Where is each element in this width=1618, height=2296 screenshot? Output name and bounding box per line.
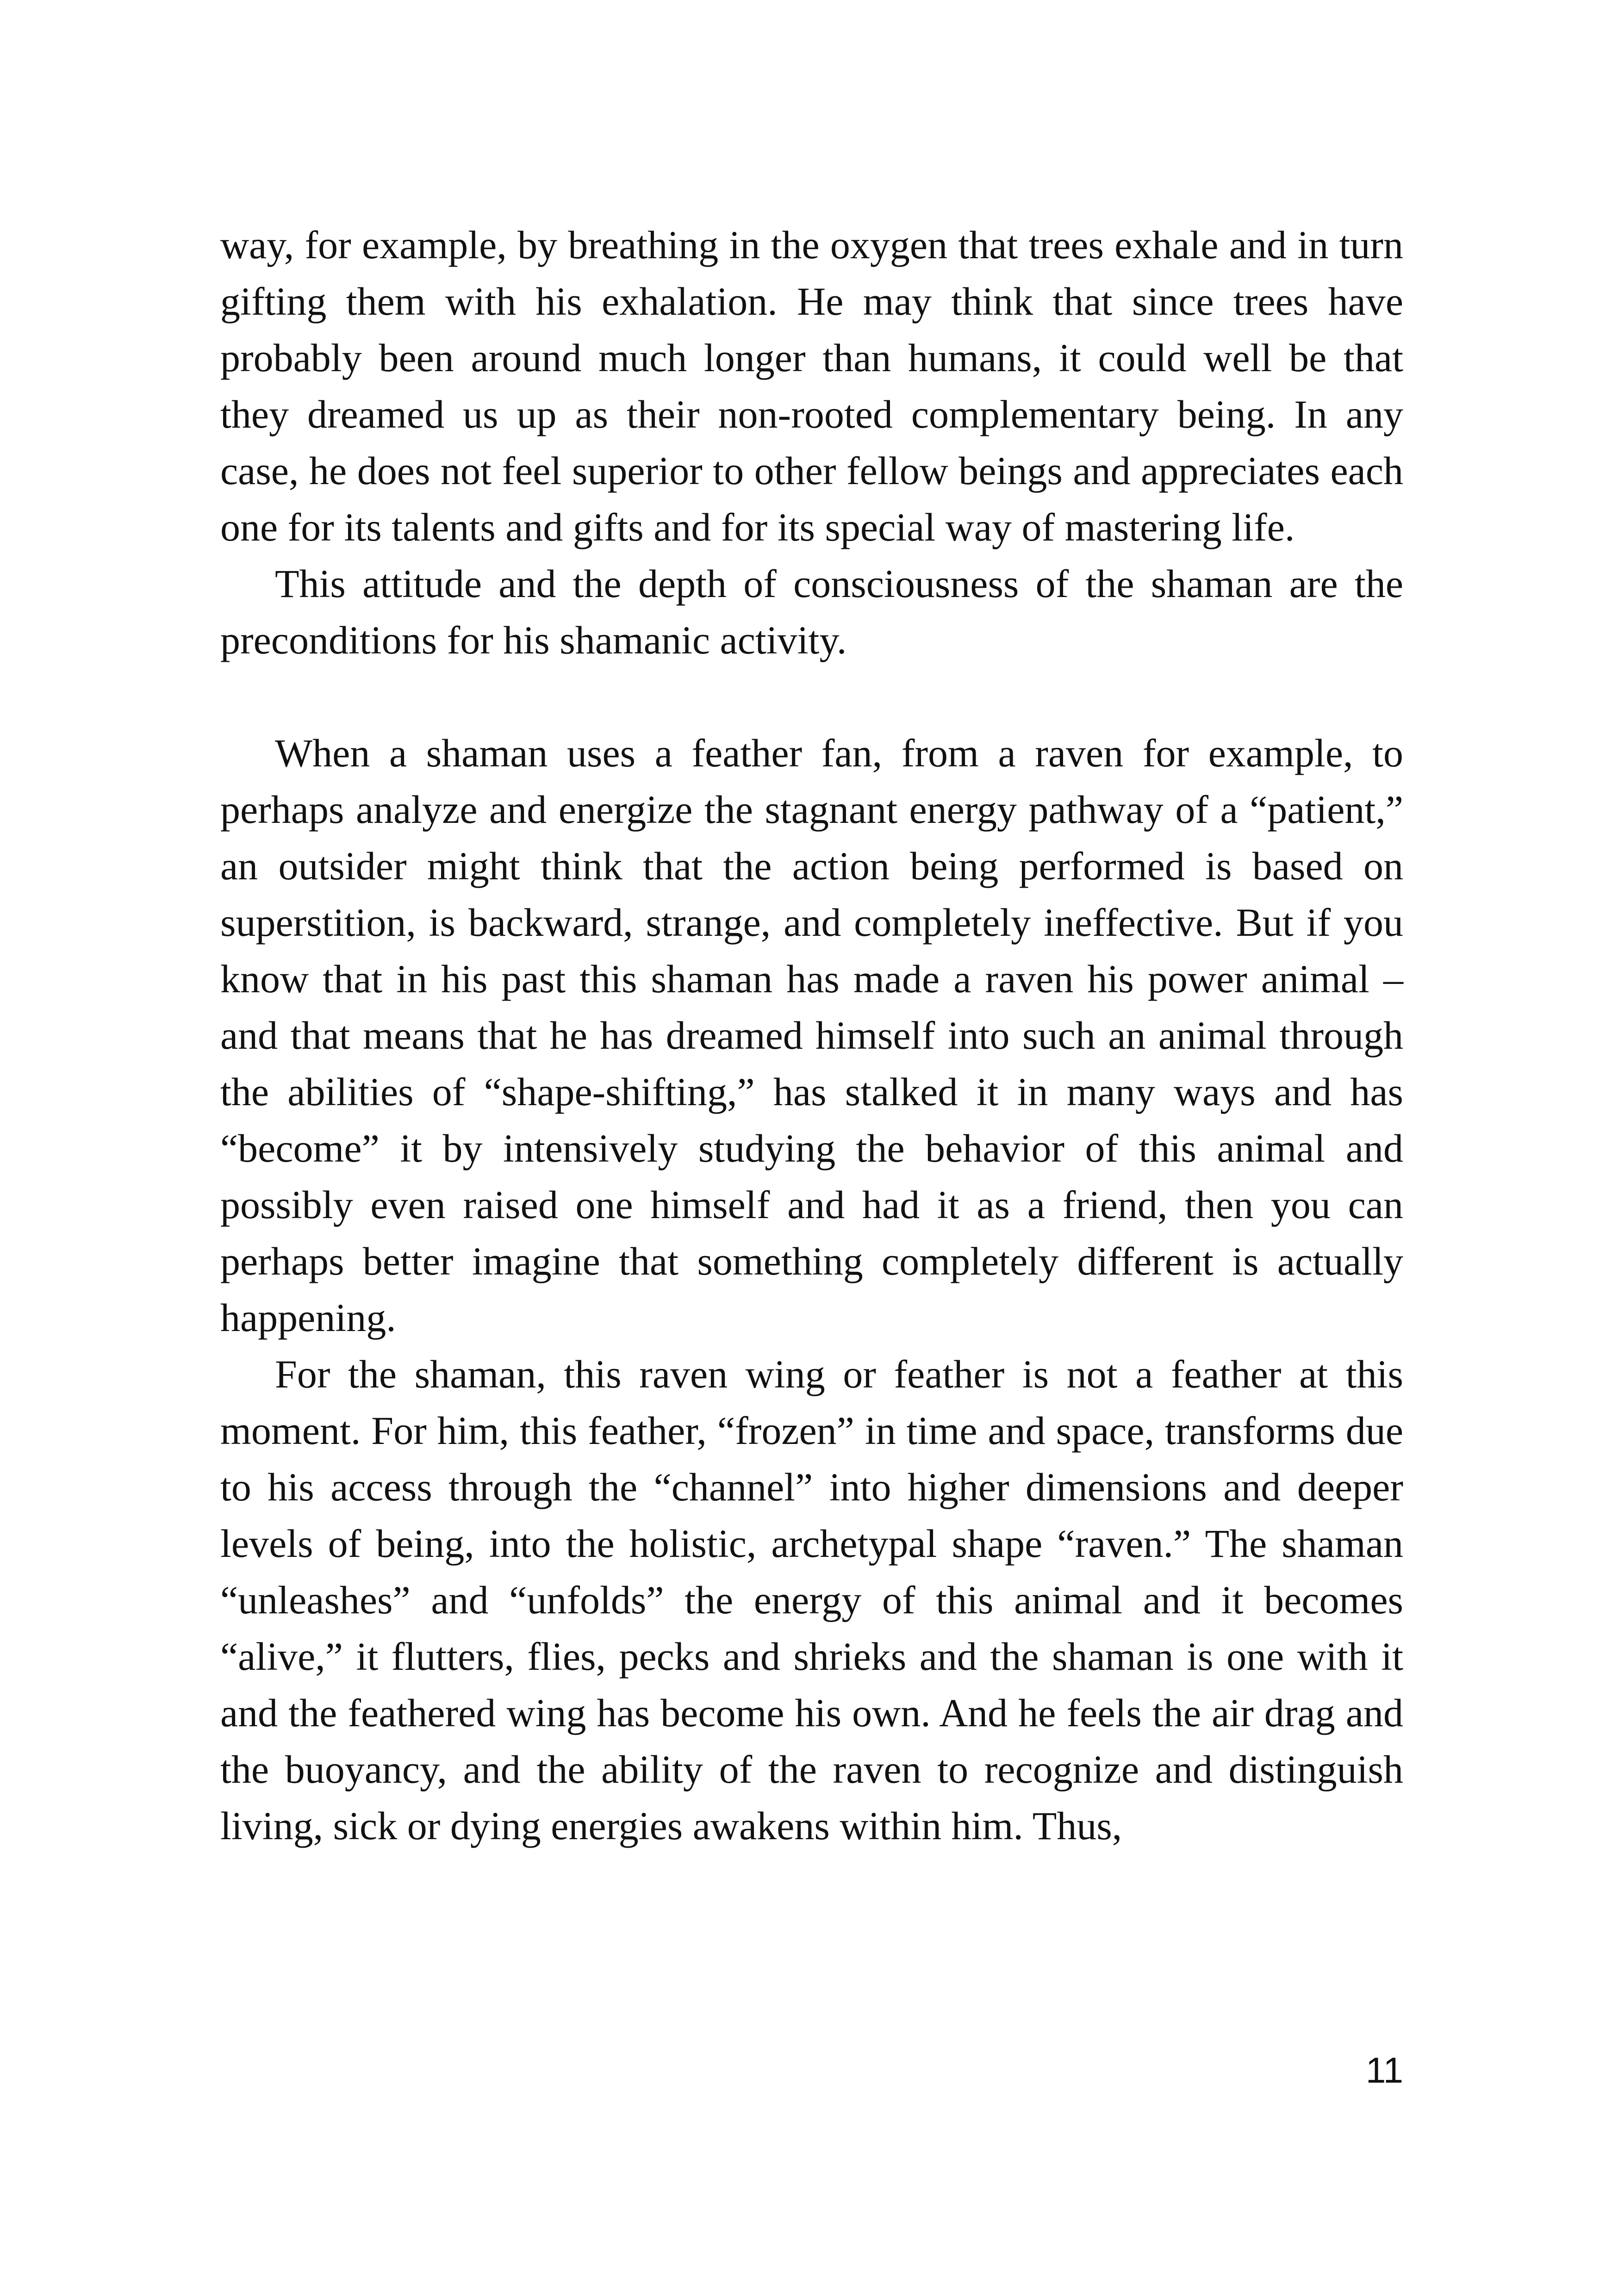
paragraph-raven-wing: For the shaman, this raven wing or feather is not a feather at this moment. For him, this feather, “frozen” in time and space, transforms due to his access through the “channel” into higher dimensions and deeper levels of being, into the holistic, archetypal shape “raven.” The shaman “unleashes” and “unfolds” the energy of this animal and it becomes “alive,” it flutters, flies, pecks and shrieks and the shaman is one with it and the feathered wing has become his own. And he feels the air drag and the buoyancy, and the ability of the raven to recognize and distinguish living, sick or dying energies awakens within him. Thus, bbox=[220, 1352, 1403, 1848]
page-number: 11 bbox=[1366, 2050, 1403, 2091]
paragraph-continuation: way, for example, by breathing in the oxygen that trees exhale and in turn gifting them with his exhalation. He may think that since trees have probably been around much longer than humans, it could well be that they dreamed us up as their non-rooted complementary being. In any case, he does not feel superior to other fellow beings and appreciates each one for its talents and gifts and for its special way of mastering life. bbox=[220, 223, 1403, 549]
paragraph-feather-fan: When a shaman uses a feather fan, from a raven for example, to perhaps analyze and energize the stagnant energy pathway of a “patient,” an outsider might think that the action being performed is based on superstition, is backward, strange, and completely ineffective. But if you know that in his past this shaman has made a raven his power animal – and that means that he has dreamed himself into such an animal through the abilities of “shape-shifting,” has stalked it in many ways and has “become” it by intensively studying the behavior of this animal and possibly even raised one himself and had it as a friend, then you can perhaps better imagine that something completely different is actually happening. bbox=[220, 731, 1403, 1340]
paragraph-attitude: This attitude and the depth of consciousness of the shaman are the preconditions for his shamanic activity. bbox=[220, 561, 1403, 662]
body-text bbox=[220, 217, 1403, 1854]
section-break bbox=[220, 668, 1403, 725]
